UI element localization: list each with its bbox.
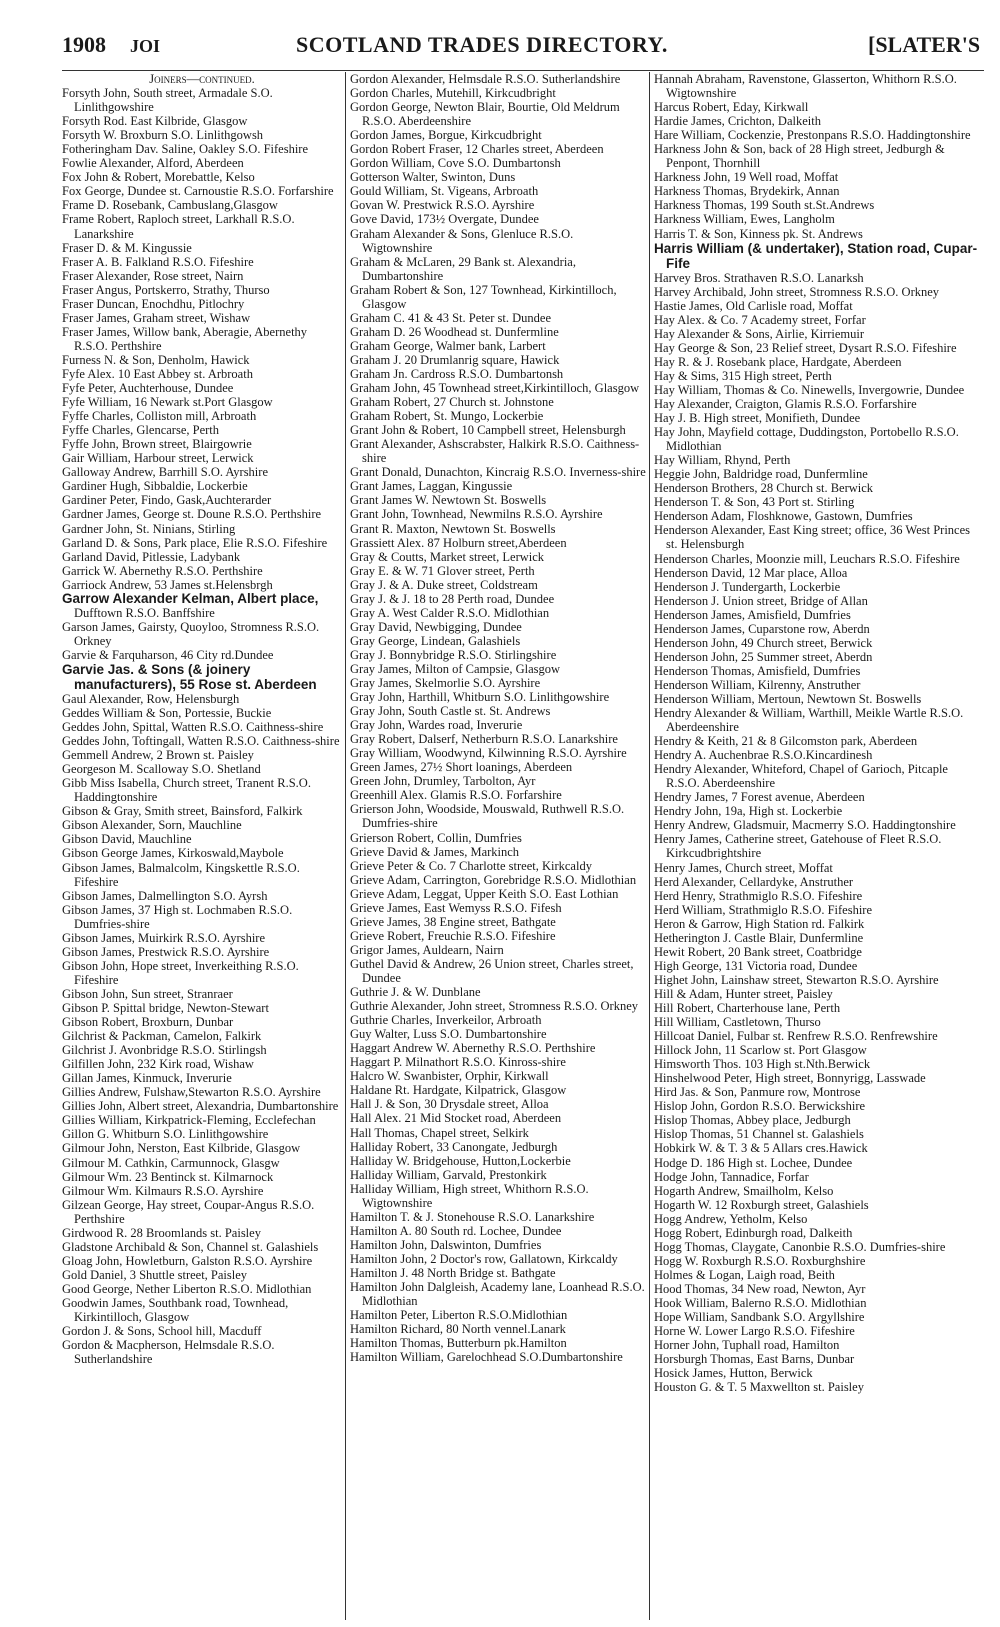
directory-entry: Hood Thomas, 34 New road, Newton, Ayr <box>654 1281 866 1296</box>
directory-entry: Hosick James, Hutton, Berwick <box>654 1366 813 1381</box>
directory-entry: Hannah Abraham, Ravenstone, Glasserton, Whithorn R.S.O. Wigtownshire <box>654 72 957 101</box>
directory-entry: Gibson James, Balmalcolm, Kingskettle R.S.O. Fifeshire <box>62 860 300 889</box>
directory-entry: Henderson Brothers, 28 Church st. Berwick <box>654 481 874 496</box>
directory-entry: Garson James, Gairsty, Quoyloo, Stromness R.S.O. Orkney <box>62 619 320 648</box>
directory-entry: Hinshelwood Peter, High street, Bonnyrigg, Lasswade <box>654 1071 926 1086</box>
directory-entry: Gray James, Milton of Campsie, Glasgow <box>350 661 561 676</box>
directory-entry: Henderson David, 12 Mar place, Alloa <box>654 565 848 580</box>
directory-entry: Gillan James, Kinmuck, Inverurie <box>62 1071 232 1086</box>
directory-entry: Fraser James, Graham street, Wishaw <box>62 310 251 325</box>
directory-entry: Gibson George James, Kirkoswald,Maybole <box>62 846 284 861</box>
directory-entry: Hendry James, 7 Forest avenue, Aberdeen <box>654 790 865 805</box>
directory-entry: Hall J. & Son, 30 Drysdale street, Alloa <box>350 1097 549 1112</box>
header-rule <box>62 70 984 71</box>
directory-entry: Gibson Robert, Broxburn, Dunbar <box>62 1015 234 1030</box>
directory-entry: Hogg Andrew, Yetholm, Kelso <box>654 1211 808 1226</box>
directory-entry: Holmes & Logan, Laigh road, Beith <box>654 1267 835 1282</box>
directory-entry: Gibson John, Hope street, Inverkeithing R.S.O. Fifeshire <box>62 958 299 987</box>
running-key: JOI <box>130 36 161 56</box>
directory-entry: Highet John, Lainshaw street, Stewarton R.S.O. Ayrshire <box>654 972 939 987</box>
directory-entry: Gordon George, Newton Blair, Bourtie, Old Meldrum R.S.O. Aberdeenshire <box>350 100 620 129</box>
directory-entry: Hay J. B. High street, Monifieth, Dundee <box>654 411 861 426</box>
directory-entry: Hamilton William, Garelochhead S.O.Dumbartonshire <box>350 1350 623 1365</box>
directory-entry: Hamilton Peter, Liberton R.S.O.Midlothian <box>350 1308 568 1323</box>
directory-entry: Hewit Robert, 20 Bank street, Coatbridge <box>654 944 862 959</box>
directory-entry: Greenhill Alex. Glamis R.S.O. Forfarshire <box>350 788 562 803</box>
directory-entry: Hendry Alexander, Whiteford, Chapel of Garioch, Pitcaple R.S.O. Aberdeenshire <box>654 762 948 791</box>
directory-entry: Harkness Thomas, 199 South st.St.Andrews <box>654 198 875 213</box>
directory-entry: Gordon J. & Sons, School hill, Macduff <box>62 1324 262 1339</box>
directory-entry: Henderson J. Union street, Bridge of Allan <box>654 593 868 608</box>
directory-entry: Guthrie Alexander, John street, Stromness R.S.O. Orkney <box>350 999 639 1014</box>
directory-entry: Hodge D. 186 High st. Lochee, Dundee <box>654 1155 853 1170</box>
directory-entry: Hay Alexander & Sons, Airlie, Kirriemuir <box>654 326 865 341</box>
directory-entry: Green James, 27½ Short loanings, Aberdeen <box>350 760 573 775</box>
directory-entry: Halcro W. Swanbister, Orphir, Kirkwall <box>350 1069 549 1084</box>
directory-entry: Graham George, Walmer bank, Larbert <box>350 338 546 353</box>
directory-entry: Grassiett Alex. 87 Holburn street,Aberdeen <box>350 535 567 550</box>
directory-entry: Houston G. & T. 5 Maxwellton st. Paisley <box>654 1380 864 1395</box>
directory-entry: Henry James, Catherine street, Gatehouse of Fleet R.S.O. Kirkcudbrightshire <box>654 832 942 861</box>
directory-entry: Hillock John, 11 Scarlow st. Port Glasgow <box>654 1043 867 1058</box>
directory-entry: Hamilton Thomas, Butterburn pk.Hamilton <box>350 1336 567 1351</box>
directory-entry: Haggart Andrew W. Abernethy R.S.O. Perthshire <box>350 1041 596 1056</box>
directory-entry: Hamilton John, Dalswinton, Dumfries <box>350 1237 542 1252</box>
directory-entry: Hamilton John, 2 Doctor's row, Gallatown, Kirkcaldy <box>350 1251 618 1266</box>
directory-entry: Gilmour M. Cathkin, Carmunnock, Glasgw <box>62 1155 280 1170</box>
directory-entry: Gilmour Wm. Kilmaurs R.S.O. Ayrshire <box>62 1183 264 1198</box>
directory-entry: Haldane Rt. Hardgate, Kilpatrick, Glasgow <box>350 1083 567 1098</box>
directory-entry: Hogg W. Roxburgh R.S.O. Roxburghshire <box>654 1253 866 1268</box>
directory-entry: Gladstone Archibald & Son, Channel st. Galashiels <box>62 1239 319 1254</box>
directory-entry: Herd Alexander, Cellardyke, Anstruther <box>654 874 854 889</box>
directory-entry: Gordon Charles, Mutehill, Kirkcudbright <box>350 86 556 101</box>
directory-entry: Hendry John, 19a, High st. Lockerbie <box>654 804 843 819</box>
directory-entry: Graham Alexander & Sons, Glenluce R.S.O. Wigtownshire <box>350 226 574 255</box>
directory-entry: Gibson David, Mauchline <box>62 832 192 847</box>
directory-entry: Garriock Andrew, 53 James st.Helensbrgh <box>62 577 273 592</box>
directory-entry: Horner John, Tuphall road, Hamilton <box>654 1338 840 1353</box>
directory-entry: Girdwood R. 28 Broomlands st. Paisley <box>62 1225 261 1240</box>
directory-entry: Hodge John, Tannadice, Forfar <box>654 1169 809 1184</box>
directory-entry: Hogg Robert, Edinburgh road, Dalkeith <box>654 1225 853 1240</box>
directory-entry: Harvey Bros. Strathaven R.S.O. Lanarksh <box>654 270 864 285</box>
directory-entry: Gemmell Andrew, 2 Brown st. Paisley <box>62 748 254 763</box>
directory-entry: Geddes John, Spittal, Watten R.S.O. Caithness-shire <box>62 720 324 735</box>
directory-entry: Gray John, Wardes road, Inverurie <box>350 718 523 733</box>
directory-entry: Henderson Adam, Floshknowe, Gastown, Dumfries <box>654 509 913 524</box>
directory-entry: Gray Robert, Dalserf, Netherburn R.S.O. Lanarkshire <box>350 732 618 747</box>
directory-entry: Hillcoat Daniel, Fulbar st. Renfrew R.S.O. Renfrewshire <box>654 1029 938 1044</box>
directory-entry: Gardner John, St. Ninians, Stirling <box>62 521 236 536</box>
directory-entry: Hope William, Sandbank S.O. Argyllshire <box>654 1310 865 1325</box>
directory-entry: Hill & Adam, Hunter street, Paisley <box>654 986 833 1001</box>
directory-entry: Gray A. West Calder R.S.O. Midlothian <box>350 605 550 620</box>
directory-entry: Gilchrist J. Avonbridge R.S.O. Stirlingsh <box>62 1043 267 1058</box>
directory-entry: Grieve Adam, Leggat, Upper Keith S.O. East Lothian <box>350 886 619 901</box>
directory-entry: Henderson John, 25 Summer street, Aberdn <box>654 649 873 664</box>
directory-entry: Garland David, Pitlessie, Ladybank <box>62 549 241 564</box>
entry-address: Dufftown R.S.O. Banffshire <box>74 605 215 620</box>
directory-entry: Guthel David & Andrew, 26 Union street, Charles street, Dundee <box>350 956 634 985</box>
directory-entry: Harkness John & Son, back of 28 High street, Jedburgh & Penpont, Thornhill <box>654 142 945 171</box>
directory-entry: Hird Jas. & Son, Panmure row, Montrose <box>654 1085 861 1100</box>
directory-entry: Herd William, Strathmiglo R.S.O. Fifeshire <box>654 902 872 917</box>
directory-entry: Henderson James, Amisfield, Dumfries <box>654 607 851 622</box>
directory-entry: Gordon & Macpherson, Helmsdale R.S.O. Sutherlandshire <box>62 1338 275 1367</box>
directory-entry: Goodwin James, Southbank road, Townhead, Kirkintilloch, Glasgow <box>62 1295 289 1325</box>
directory-entry: Hendry Alexander & William, Warthill, Meikle Wartle R.S.O. Aberdeenshire <box>654 706 964 735</box>
directory-entry: Gloag John, Howletburn, Galston R.S.O. Ayrshire <box>62 1253 313 1268</box>
directory-entry: Gillies William, Kirkpatrick-Fleming, Ecclefechan <box>62 1113 316 1128</box>
directory-entry: Hay R. & J. Rosebank place, Hardgate, Aberdeen <box>654 354 902 369</box>
directory-entry: Harkness John, 19 Well road, Moffat <box>654 170 839 185</box>
directory-entry: Herd Henry, Strathmiglo R.S.O. Fifeshire <box>654 888 863 903</box>
directory-entry: Grieve James, 38 Engine street, Bathgate <box>350 914 556 929</box>
directory-entry: Gardiner Hugh, Sibbaldie, Lockerbie <box>62 479 248 494</box>
directory-entry: Fraser Duncan, Enochdhu, Pitlochry <box>62 296 245 311</box>
directory-entry: Gilmour John, Nerston, East Kilbride, Glasgow <box>62 1141 301 1156</box>
directory-entry: Fraser Alexander, Rose street, Nairn <box>62 268 244 283</box>
directory-entry: Gibb Miss Isabella, Church street, Tranent R.S.O. Haddingtonshire <box>62 776 311 805</box>
directory-entry: Frame Robert, Raploch street, Larkhall R.S.O. Lanarkshire <box>62 212 295 241</box>
directory-entry: Forsyth Rod. East Kilbride, Glasgow <box>62 114 248 129</box>
directory-entry: Gibson & Gray, Smith street, Bainsford, Falkirk <box>62 804 303 819</box>
directory-entry: Hall Thomas, Chapel street, Selkirk <box>350 1125 529 1140</box>
directory-entry: Horne W. Lower Largo R.S.O. Fifeshire <box>654 1324 855 1339</box>
directory-entry: Guthrie J. & W. Dunblane <box>350 985 481 1000</box>
directory-entry: Gardner James, George st. Doune R.S.O. Perthshire <box>62 507 322 522</box>
directory-entry: Horsburgh Thomas, East Barns, Dunbar <box>654 1352 855 1367</box>
directory-entry: Henry Andrew, Gladsmuir, Macmerry S.O. Haddingtonshire <box>654 818 956 833</box>
directory-entry: Fox George, Dundee st. Carnoustie R.S.O. Forfarshire <box>62 184 334 199</box>
directory-entry: Hetherington J. Castle Blair, Dunfermline <box>654 930 864 945</box>
directory-entry: Hendry A. Auchenbrae R.S.O.Kincardinesh <box>654 748 873 763</box>
column-2 <box>350 72 646 1620</box>
directory-entry: Grant Alexander, Ashscrabster, Halkirk R.S.O. Caithness-shire <box>350 437 640 466</box>
directory-entry <box>62 592 342 620</box>
column-1 <box>62 72 342 1620</box>
directory-entry: Grant John & Robert, 10 Campbell street, Helensburgh <box>350 423 626 438</box>
directory-entry: Hay George & Son, 23 Relief street, Dysart R.S.O. Fifeshire <box>654 340 957 355</box>
directory-entry: Grant John, Townhead, Newmilns R.S.O. Ayrshire <box>350 507 603 522</box>
directory-entry: Hastie James, Old Carlisle road, Moffat <box>654 298 853 313</box>
directory-entry: Gould William, St. Vigeans, Arbroath <box>350 184 539 199</box>
directory-entry: Gilfillen John, 232 Kirk road, Wishaw <box>62 1057 254 1072</box>
directory-entry: Fraser D. & M. Kingussie <box>62 240 192 255</box>
directory-entry: Graham C. 41 & 43 St. Peter st. Dundee <box>350 310 552 325</box>
directory-entry: Good George, Nether Liberton R.S.O. Midlothian <box>62 1281 312 1296</box>
directory-entry: Gillies Andrew, Fulshaw,Stewarton R.S.O. Ayrshire <box>62 1085 321 1100</box>
directory-entry: Henderson William, Mertoun, Newtown St. Boswells <box>654 691 922 706</box>
directory-entry: Gray John, South Castle st. St. Andrews <box>350 704 551 719</box>
directory-entry: Gillon G. Whitburn S.O. Linlithgowshire <box>62 1127 269 1142</box>
directory-entry: Hislop John, Gordon R.S.O. Berwickshire <box>654 1099 866 1114</box>
directory-entry: Hobkirk W. & T. 3 & 5 Allars cres.Hawick <box>654 1141 868 1156</box>
directory-entry: Fotheringham Dav. Saline, Oakley S.O. Fifeshire <box>62 142 309 157</box>
directory-entry: Galloway Andrew, Barrhill S.O. Ayrshire <box>62 465 268 480</box>
directory-entry: Hay & Sims, 315 High street, Perth <box>654 368 832 383</box>
directory-entry: Halliday William, High street, Whithorn R.S.O. Wigtownshire <box>350 1181 589 1210</box>
section-continuation: Joiners—continued. <box>149 72 255 86</box>
directory-entry: Halliday William, Garvald, Prestonkirk <box>350 1167 547 1182</box>
directory-entry: Gray & Coutts, Market street, Lerwick <box>350 549 545 564</box>
directory-entry: Gibson James, Muirkirk R.S.O. Ayrshire <box>62 930 266 945</box>
directory-entry: Forsyth John, South street, Armadale S.O. Linlithgowshire <box>62 86 273 115</box>
directory-entry: Harcus Robert, Eday, Kirkwall <box>654 100 809 115</box>
directory-entry: Gair William, Harbour street, Lerwick <box>62 451 254 466</box>
directory-entry: Gilzean George, Hay street, Coupar-Angus R.S.O. Perthshire <box>62 1197 315 1226</box>
directory-entry: Gordon Alexander, Helmsdale R.S.O. Sutherlandshire <box>350 72 621 86</box>
page-number: 1908 <box>62 32 106 57</box>
directory-entry: Gray E. & W. 71 Glover street, Perth <box>350 563 535 578</box>
directory-entry: Fyfe Alex. 10 East Abbey st. Arbroath <box>62 366 253 381</box>
directory-entry: Gardiner Peter, Findo, Gask,Auchterarder <box>62 493 272 508</box>
directory-entry: Graham Robert, 27 Church st. Johnstone <box>350 395 554 410</box>
directory-entry: Grant James, Laggan, Kingussie <box>350 479 513 494</box>
directory-entry: Gibson Alexander, Sorn, Mauchline <box>62 818 242 833</box>
directory-entry: Grieve Robert, Freuchie R.S.O. Fifeshire <box>350 928 556 943</box>
directory-entry: Gray John, Harthill, Whitburn S.O. Linlithgowshire <box>350 690 610 705</box>
directory-entry: Gray James, Skelmorlie S.O. Ayrshire <box>350 676 541 691</box>
directory-entry: Gibson P. Spittal bridge, Newton-Stewart <box>62 1001 269 1015</box>
directory-entry: Hamilton John Dalgleish, Academy lane, Loanhead R.S.O. Midlothian <box>350 1280 645 1309</box>
directory-entry: Gray J. & A. Duke street, Coldstream <box>350 577 538 592</box>
directory-entry: Gillies John, Albert street, Alexandria, Dumbartonshire <box>62 1099 339 1114</box>
directory-entry: Gilmour Wm. 23 Bentinck st. Kilmarnock <box>62 1169 274 1184</box>
directory-entry: High George, 131 Victoria road, Dundee <box>654 958 858 973</box>
directory-entry: Graham John, 45 Townhead street,Kirkintilloch, Glasgow <box>350 381 640 396</box>
directory-entry: Hay Alexander, Craigton, Glamis R.S.O. Forfarshire <box>654 396 917 411</box>
directory-entry: Graham Robert, St. Mungo, Lockerbie <box>350 409 544 424</box>
directory-entry: Fyfe Peter, Auchterhouse, Dundee <box>62 381 234 396</box>
directory-entry: Gaul Alexander, Row, Helensburgh <box>62 691 240 706</box>
directory-entry: Gibson James, Prestwick R.S.O. Ayrshire <box>62 944 270 959</box>
directory-entry: Forsyth W. Broxburn S.O. Linlithgowsh <box>62 128 264 143</box>
directory-entry: Graham & McLaren, 29 Bank st. Alexandria, Dumbartonshire <box>350 254 576 283</box>
directory-entry: Halliday W. Bridgehouse, Hutton,Lockerbie <box>350 1153 571 1168</box>
directory-entry: Harris T. & Son, Kinness pk. St. Andrews <box>654 226 863 241</box>
directory-entry: Harvey Archibald, John street, Stromness R.S.O. Orkney <box>654 284 940 299</box>
directory-entry: Grigor James, Auldearn, Nairn <box>350 942 504 957</box>
directory-entry: Grant R. Maxton, Newtown St. Boswells <box>350 521 556 536</box>
directory-entry: Gordon William, Cove S.O. Dumbartonsh <box>350 156 561 171</box>
directory-entry: Hay John, Mayfield cottage, Duddingston, Portobello R.S.O. Midlothian <box>654 425 959 454</box>
directory-entry: Henderson Charles, Moonzie mill, Leuchars R.S.O. Fifeshire <box>654 551 960 566</box>
directory-entry: Gold Daniel, 3 Shuttle street, Paisley <box>62 1267 248 1282</box>
directory-entry: Garrick W. Abernethy R.S.O. Perthshire <box>62 563 263 578</box>
directory-entry: Hay Alex. & Co. 7 Academy street, Forfar <box>654 312 866 327</box>
directory-entry: Hill William, Castletown, Thurso <box>654 1015 821 1030</box>
directory-entry: Garvie & Farquharson, 46 City rd.Dundee <box>62 647 274 662</box>
directory-entry: Fyffe Charles, Glencarse, Perth <box>62 423 220 438</box>
directory-entry: Grieve Peter & Co. 7 Charlotte street, Kirkcaldy <box>350 858 592 873</box>
directory-entry: Gove David, 173½ Overgate, Dundee <box>350 212 539 227</box>
column-divider-2 <box>649 72 650 1620</box>
directory-entry: Geddes William & Son, Portessie, Buckie <box>62 706 272 721</box>
directory-entry: Henry James, Church street, Moffat <box>654 860 833 875</box>
directory-entry: Fox John & Robert, Morebattle, Kelso <box>62 170 255 185</box>
directory-entry: Gotterson Walter, Swinton, Duns <box>350 170 516 185</box>
directory-entry: Henderson John, 49 Church street, Berwick <box>654 635 873 650</box>
directory-entry: Heron & Garrow, High Station rd. Falkirk <box>654 916 865 931</box>
directory-entry: Grieve Adam, Carrington, Gorebridge R.S.O. Midlothian <box>350 872 637 887</box>
directory-entry: Hogarth W. 12 Roxburgh street, Galashiels <box>654 1197 869 1212</box>
directory-entry: Hendry & Keith, 21 & 8 Gilcomston park, Aberdeen <box>654 734 918 749</box>
directory-entry: Harris William (& undertaker), Station road, Cupar-Fife <box>654 240 978 271</box>
column-divider-1 <box>345 72 346 1620</box>
directory-entry: Georgeson M. Scalloway S.O. Shetland <box>62 762 261 777</box>
directory-entry: Hamilton A. 80 South rd. Lochee, Dundee <box>350 1223 562 1238</box>
directory-entry: Graham J. 20 Drumlanrig square, Hawick <box>350 352 560 367</box>
directory-entry: Hamilton Richard, 80 North vennel.Lanark <box>350 1322 566 1337</box>
directory-entry: Gray J. & J. 18 to 28 Perth road, Dundee <box>350 591 555 606</box>
directory-entry: Fraser Angus, Portskerro, Strathy, Thurso <box>62 282 270 297</box>
directory-entry: Hardie James, Crichton, Dalkeith <box>654 114 821 129</box>
directory-entry: Hislop Thomas, Abbey place, Jedburgh <box>654 1113 851 1128</box>
directory-entry: Hay William, Rhynd, Perth <box>654 453 791 468</box>
directory-entry: Gray J. Bonnybridge R.S.O. Stirlingshire <box>350 647 557 662</box>
directory-entry: Garland D. & Sons, Park place, Elie R.S.O. Fifeshire <box>62 535 328 550</box>
directory-entry: Henderson Alexander, East King street; office, 36 West Princes st. Helensburgh <box>654 523 971 552</box>
directory-entry: Geddes John, Toftingall, Watten R.S.O. Caithness-shire <box>62 734 340 749</box>
directory-entry: Harkness Thomas, Brydekirk, Annan <box>654 184 840 199</box>
directory-entry: Graham Jn. Cardross R.S.O. Dumbartonsh <box>350 366 564 381</box>
directory-entry: Grant James W. Newtown St. Boswells <box>350 493 547 508</box>
directory-entry: Gray George, Lindean, Galashiels <box>350 633 521 648</box>
directory-entry: Henderson T. & Son, 43 Port st. Stirling <box>654 495 855 510</box>
publisher-name: [SLATER'S <box>868 32 981 57</box>
directory-entry: Henderson William, Kilrenny, Anstruther <box>654 677 861 692</box>
directory-entry: Grant Donald, Dunachton, Kincraig R.S.O. Inverness-shire <box>350 465 646 480</box>
directory-entry: Garvie Jas. & Sons (& joinery manufacturers), 55 Rose st. Aberdeen <box>62 661 317 692</box>
directory-entry: Hogarth Andrew, Smailholm, Kelso <box>654 1183 834 1198</box>
directory-entry: Fowlie Alexander, Alford, Aberdeen <box>62 156 244 171</box>
directory-entry: Guy Walter, Luss S.O. Dumbartonshire <box>350 1027 547 1042</box>
directory-entry: Haggart P. Milnathort R.S.O. Kinross-shire <box>350 1055 566 1070</box>
directory-entry: Grierson Robert, Collin, Dumfries <box>350 830 522 845</box>
directory-entry: Govan W. Prestwick R.S.O. Ayrshire <box>350 198 535 213</box>
directory-entry: Hamilton T. & J. Stonehouse R.S.O. Lanarkshire <box>350 1209 595 1224</box>
directory-entry: Gordon James, Borgue, Kirkcudbright <box>350 128 542 143</box>
directory-entry: Fraser A. B. Falkland R.S.O. Fifeshire <box>62 254 254 269</box>
directory-entry: Halliday Robert, 33 Canongate, Jedburgh <box>350 1139 558 1154</box>
directory-entry: Hislop Thomas, 51 Channel st. Galashiels <box>654 1127 864 1142</box>
directory-entry: Henderson J. Tundergarth, Lockerbie <box>654 579 841 594</box>
directory-entry: Hill Robert, Charterhouse lane, Perth <box>654 1001 841 1015</box>
directory-entry: Guthrie Charles, Inverkeilor, Arbroath <box>350 1013 542 1028</box>
directory-entry: Hay William, Thomas & Co. Ninewells, Invergowrie, Dundee <box>654 382 965 397</box>
directory-entry: Gibson James, 37 High st. Lochmaben R.S.O. Dumfries-shire <box>62 902 293 931</box>
page-header <box>0 28 1000 68</box>
directory-entry: Henderson Thomas, Amisfield, Dumfries <box>654 663 861 678</box>
directory-entry: Grieve David & James, Markinch <box>350 844 520 859</box>
directory-entry: Fyfe William, 16 Newark st.Port Glasgow <box>62 395 273 410</box>
directory-entry: Gray David, Newbigging, Dundee <box>350 619 522 634</box>
directory-entry: Frame D. Rosebank, Cambuslang,Glasgow <box>62 198 278 213</box>
directory-entry: Hall Alex. 21 Mid Stocket road, Aberdeen <box>350 1111 562 1126</box>
directory-entry: Gray William, Woodwynd, Kilwinning R.S.O. Ayrshire <box>350 746 627 761</box>
directory-entry: Grieve James, East Wemyss R.S.O. Fifesh <box>350 900 562 915</box>
directory-entry: Fyffe Charles, Colliston mill, Arbroath <box>62 409 257 424</box>
directory-entry: Gibson John, Sun street, Stranraer <box>62 986 233 1001</box>
directory-entry: Hook William, Balerno R.S.O. Midlothian <box>654 1295 867 1310</box>
directory-entry: Gilchrist & Packman, Camelon, Falkirk <box>62 1029 262 1044</box>
entry-name-bold: Garrow Alexander Kelman, Albert place, <box>62 590 319 606</box>
directory-entry: Furness N. & Son, Denholm, Hawick <box>62 352 250 367</box>
directory-entry: Grierson John, Woodside, Mouswald, Ruthwell R.S.O. Dumfries-shire <box>350 802 625 831</box>
directory-entry: Graham Robert & Son, 127 Townhead, Kirkintilloch, Glasgow <box>350 282 617 311</box>
directory-entry: Fraser James, Willow bank, Aberagie, Abernethy R.S.O. Perthshire <box>62 324 308 353</box>
directory-entry: Green John, Drumley, Tarbolton, Ayr <box>350 774 536 789</box>
directory-entry: Hogg Thomas, Claygate, Canonbie R.S.O. Dumfries-shire <box>654 1239 946 1254</box>
directory-entry: Fyffe John, Brown street, Blairgowrie <box>62 437 252 452</box>
directory-entry: Gibson James, Dalmellington S.O. Ayrsh <box>62 888 268 903</box>
directory-entry: Hare William, Cockenzie, Prestonpans R.S.O. Haddingtonshire <box>654 128 971 143</box>
column-3 <box>654 72 984 1620</box>
page-title: SCOTLAND TRADES DIRECTORY. <box>296 32 668 57</box>
directory-entry: Himsworth Thos. 103 High st.Nth.Berwick <box>654 1057 871 1072</box>
directory-entry: Hamilton J. 48 North Bridge st. Bathgate <box>350 1265 556 1280</box>
directory-entry: Harkness William, Ewes, Langholm <box>654 212 835 227</box>
directory-entry: Gordon Robert Fraser, 12 Charles street, Aberdeen <box>350 142 604 157</box>
directory-entry: Heggie John, Baldridge road, Dunfermline <box>654 467 868 482</box>
directory-entry: Graham D. 26 Woodhead st. Dunfermline <box>350 324 559 339</box>
directory-entry: Henderson James, Cuparstone row, Aberdn <box>654 621 870 636</box>
